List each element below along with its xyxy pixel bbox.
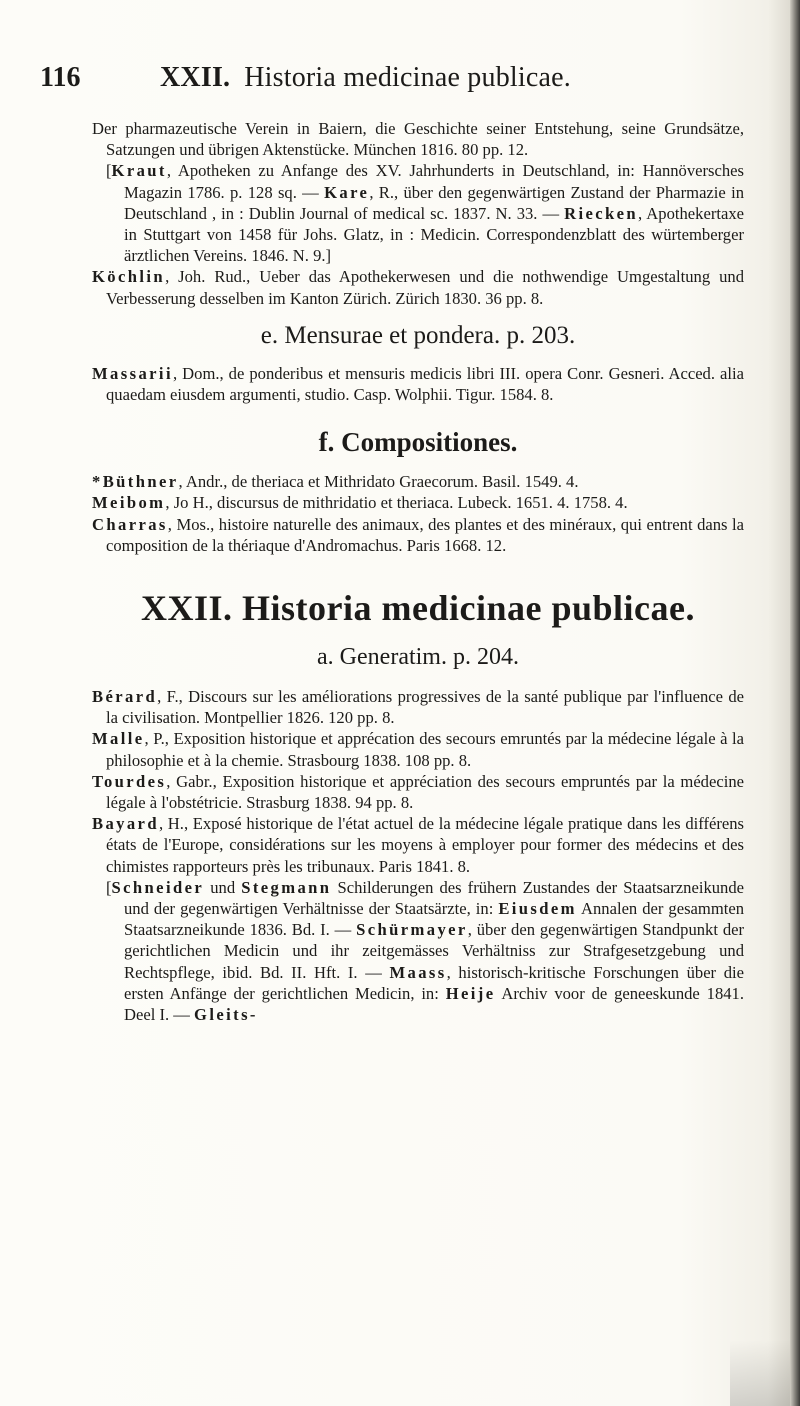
author-schneider: Schneider xyxy=(111,877,205,897)
author-buethner: *Büthner xyxy=(92,472,179,492)
bib-entry-buethner: *Büthner, Andr., de theriaca et Mithridato Graecorum. Basil. 1549. 4. xyxy=(92,472,579,492)
bib-entry-malle: Malle, P., Exposition historique et apprécation des secours emruntés par la médecine légale à la philosophie et à la chemie. Strasbourg 1838. 108 pp. 8. xyxy=(92,729,744,770)
page-body xyxy=(92,118,744,1025)
bib-entry-pharm-verein: Der pharmazeutische Verein in Baiern, die Geschichte seiner Entstehung, seine Grundsätze, Satzungen und übrigen Aktenstücke. München 1816. 80 pp. 12. xyxy=(92,119,744,160)
author-kare: Kare xyxy=(324,182,370,202)
author-koechlin: Köchlin xyxy=(92,267,166,287)
bib-entry-bayard: Bayard, H., Exposé historique de l'état actuel de la médecine légale pratique dans les différens états de l'Europe, considérations sur les moyens à employer pour former des médecins et des chimistes rapporteurs près les tribunaux. Paris 1841. 8. xyxy=(92,814,744,876)
chapter-heading-xxii: XXII. Historia medicinae publicae. xyxy=(141,588,695,629)
section-heading-f: f. Compositiones. xyxy=(318,427,518,458)
author-maass: Maass xyxy=(389,962,447,982)
chapter-number: XXII. xyxy=(160,62,231,93)
author-meibom: Meibom xyxy=(92,493,166,513)
page-number: 116 xyxy=(40,62,81,93)
author-eiusdem: Eiusdem xyxy=(498,899,577,919)
author-malle: Malle xyxy=(92,729,145,749)
author-riecken: Riecken xyxy=(564,203,639,223)
running-title xyxy=(160,62,571,94)
section-heading-e: e. Mensurae et pondera. p. 203. xyxy=(260,321,576,349)
author-tourdes: Tourdes xyxy=(92,771,167,791)
author-charras: Charras xyxy=(92,514,168,534)
author-kraut: Kraut xyxy=(111,161,167,181)
bib-entry-charras: Charras, Mos., histoire naturelle des animaux, des plantes et des minéraux, qui entrent dans la composition de la thériaque d'Andromachus. Paris 1668. 12. xyxy=(92,514,744,555)
author-schuermayer: Schürmayer xyxy=(356,920,468,940)
author-gleits: Gleits- xyxy=(194,1005,258,1025)
bib-entry-schneider-bracket: [Schneider und Stegmann Schilderungen des frühern Zustandes der Staatsarzneikunde und der gegenwärtigen Verhältnisse der Staatsärzte, in: Eiusdem Annalen der gesammten Staatsarzneikunde 1836. Bd. I. — Schürmayer, über den gegenwärtigen Standpunkt der gerichtlichen Medicin und ihr zeitgemässes Verhältniss zur Strafgesetzgebung und Rechtspflege, ibid. Bd. II. Hft. I. — Maass, historisch-kritische Forschungen über die ersten Anfänge der gerichtlichen Medicin, in: Heije Archiv voor de geneeskunde 1841. Deel I. — Gleits- xyxy=(106,877,745,1025)
author-heije: Heije xyxy=(445,983,496,1003)
page-edge-shadow xyxy=(730,1340,790,1406)
running-header xyxy=(40,62,760,102)
bib-entry-massarii: Massarii, Dom., de ponderibus et mensuris medicis libri III. opera Conr. Gesneri. Acced. alia quaedam eiusdem argumenti, studio. Casp. Wolphii. Tigur. 1584. 8. xyxy=(92,363,744,405)
page-edge xyxy=(790,0,800,1406)
author-bayard: Bayard xyxy=(92,814,159,834)
bib-entry-berard: Bérard, F., Discours sur les améliorations progressives de la santé publique par l'influence de la civilisation. Montpellier 1826. 120 pp. 8. xyxy=(92,687,744,728)
author-massarii: Massarii xyxy=(92,363,173,383)
author-berard: Bérard xyxy=(92,687,158,707)
bib-entry-meibom: Meibom, Jo H., discursus de mithridatio et theriaca. Lubeck. 1651. 4. 1758. 4. xyxy=(92,493,628,513)
bib-entry-tourdes: Tourdes, Gabr., Exposition historique et appréciation des secours empruntés par la médecine légale à l'obstétricie. Strasburg 1838. 94 pp. 8. xyxy=(92,771,744,813)
bib-entry-koechlin: Köchlin, Joh. Rud., Ueber das Apothekerwesen und die nothwendige Umgestaltung und Verbesserung desselben im Kanton Zürich. Zürich 1830. 36 pp. 8. xyxy=(92,267,744,308)
bib-entry-kraut-bracket: [Kraut, Apotheken zu Anfange des XV. Jahrhunderts in Deutschland, in: Hannöversches Magazin 1786. p. 128 sq. — Kare, R., über den gegenwärtigen Zustand der Pharmazie in Deutschland , in : Dublin Journal of medical sc. 1837. N. 33. — Riecken, Apothekertaxe in Stuttgart von 1458 für Johs. Glatz, in : Medicin. Correspondenzblatt des würtemberger ärztlichen Vereins. 1846. N. 9.] xyxy=(106,161,744,266)
chapter-title: Historia medicinae publicae. xyxy=(244,62,571,93)
section-heading-a: a. Generatim. p. 204. xyxy=(317,644,519,671)
author-stegmann: Stegmann xyxy=(241,877,332,897)
